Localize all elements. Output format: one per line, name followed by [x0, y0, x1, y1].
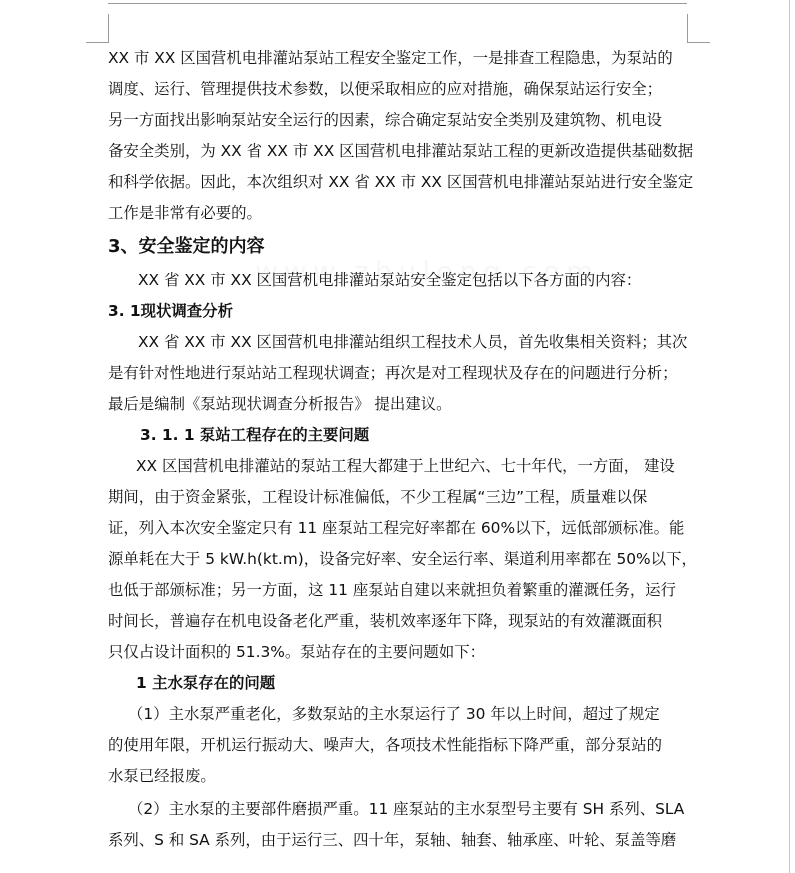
paragraph-line: XX 省 XX 市 XX 区国营机电排灌站泵站安全鉴定包括以下各方面的内容：	[138, 271, 642, 289]
paragraph-line: 工作是非常有必要的。	[108, 204, 262, 222]
subsection-heading-1: 1 主水泵存在的问题	[136, 674, 276, 692]
paragraph-line: 源单耗在大于 5 kW.h(kt.m)，设备完好率、安全运行率、渠道利用率都在 50%以下，	[108, 550, 697, 568]
paragraph-line: 系列、S 和 SA 系列，由于运行三、四十年，泵轴、轴套、轴承座、叶轮、泵盖等磨	[108, 831, 677, 849]
margin-corner-left	[86, 14, 109, 43]
paragraph-line: 另一方面找出影响泵站安全运行的因素，综合确定泵站安全类别及建筑物、机电设	[108, 111, 663, 129]
paragraph-line: XX 区国营机电排灌站的泵站工程大都建于上世纪六、七十年代，一方面， 建设	[136, 457, 675, 475]
document-body	[108, 43, 697, 856]
section-heading-3: 3、安全鉴定的内容	[108, 236, 265, 257]
paragraph-line: 时间长，普遍存在机电设备老化严重，装机效率逐年下降，现泵站的有效灌溉面积	[108, 612, 663, 630]
section-heading-3-1-1: 3. 1. 1 泵站工程存在的主要问题	[140, 426, 370, 444]
paragraph-line: （1）主水泵严重老化，多数泵站的主水泵运行了 30 年以上时间，超过了规定	[128, 705, 660, 723]
paragraph-line: XX 省 XX 市 XX 区国营机电排灌站组织工程技术人员，首先收集相关资料；其次	[138, 333, 688, 351]
paragraph-line: XX 市 XX 区国营机电排灌站泵站工程安全鉴定工作，一是排查工程隐患，为泵站的	[108, 49, 673, 67]
page-edge	[789, 0, 790, 873]
paragraph-line: 调度、运行、管理提供技术参数，以便采取相应的应对措施，确保泵站运行安全；	[108, 80, 663, 98]
paragraph-line: 期间，由于资金紧张，工程设计标准偏低，不少工程属“三边”工程，质量难以保	[108, 488, 648, 506]
paragraph-line: 也低于部颁标准；另一方面，这 11 座泵站自建以来就担负着繁重的灌溉任务，运行	[108, 581, 677, 599]
paragraph-line: 的使用年限，开机运行振动大、噪声大，各项技术性能指标下降严重，部分泵站的	[108, 736, 663, 754]
section-heading-3-1: 3. 1现状调查分析	[108, 302, 233, 320]
paragraph-line: 是有针对性地进行泵站站工程现状调查；再次是对工程现状及存在的问题进行分析；	[108, 364, 678, 382]
paragraph-line: 证，列入本次安全鉴定只有 11 座泵站工程完好率都在 60%以下，远低部颁标准。能	[108, 519, 685, 537]
header-rule	[108, 3, 687, 4]
paragraph-line: 备安全类别，为 XX 省 XX 市 XX 区国营机电排灌站泵站工程的更新改造提供基础数据	[108, 142, 694, 160]
paragraph-line: 水泵已经报废。	[108, 767, 216, 785]
paragraph-line: 和科学依据。因此，本次组织对 XX 省 XX 市 XX 区国营机电排灌站泵站进行安全鉴定	[108, 173, 694, 191]
paragraph-line: 最后是编制《泵站现状调查分析报告》 提出建议。	[108, 395, 452, 413]
paragraph-line: 只仅占设计面积的 51.3%。泵站存在的主要问题如下：	[108, 643, 485, 661]
margin-corner-right	[687, 14, 710, 43]
paragraph-line: （2）主水泵的主要部件磨损严重。11 座泵站的主水泵型号主要有 SH 系列、SLA	[128, 800, 685, 818]
